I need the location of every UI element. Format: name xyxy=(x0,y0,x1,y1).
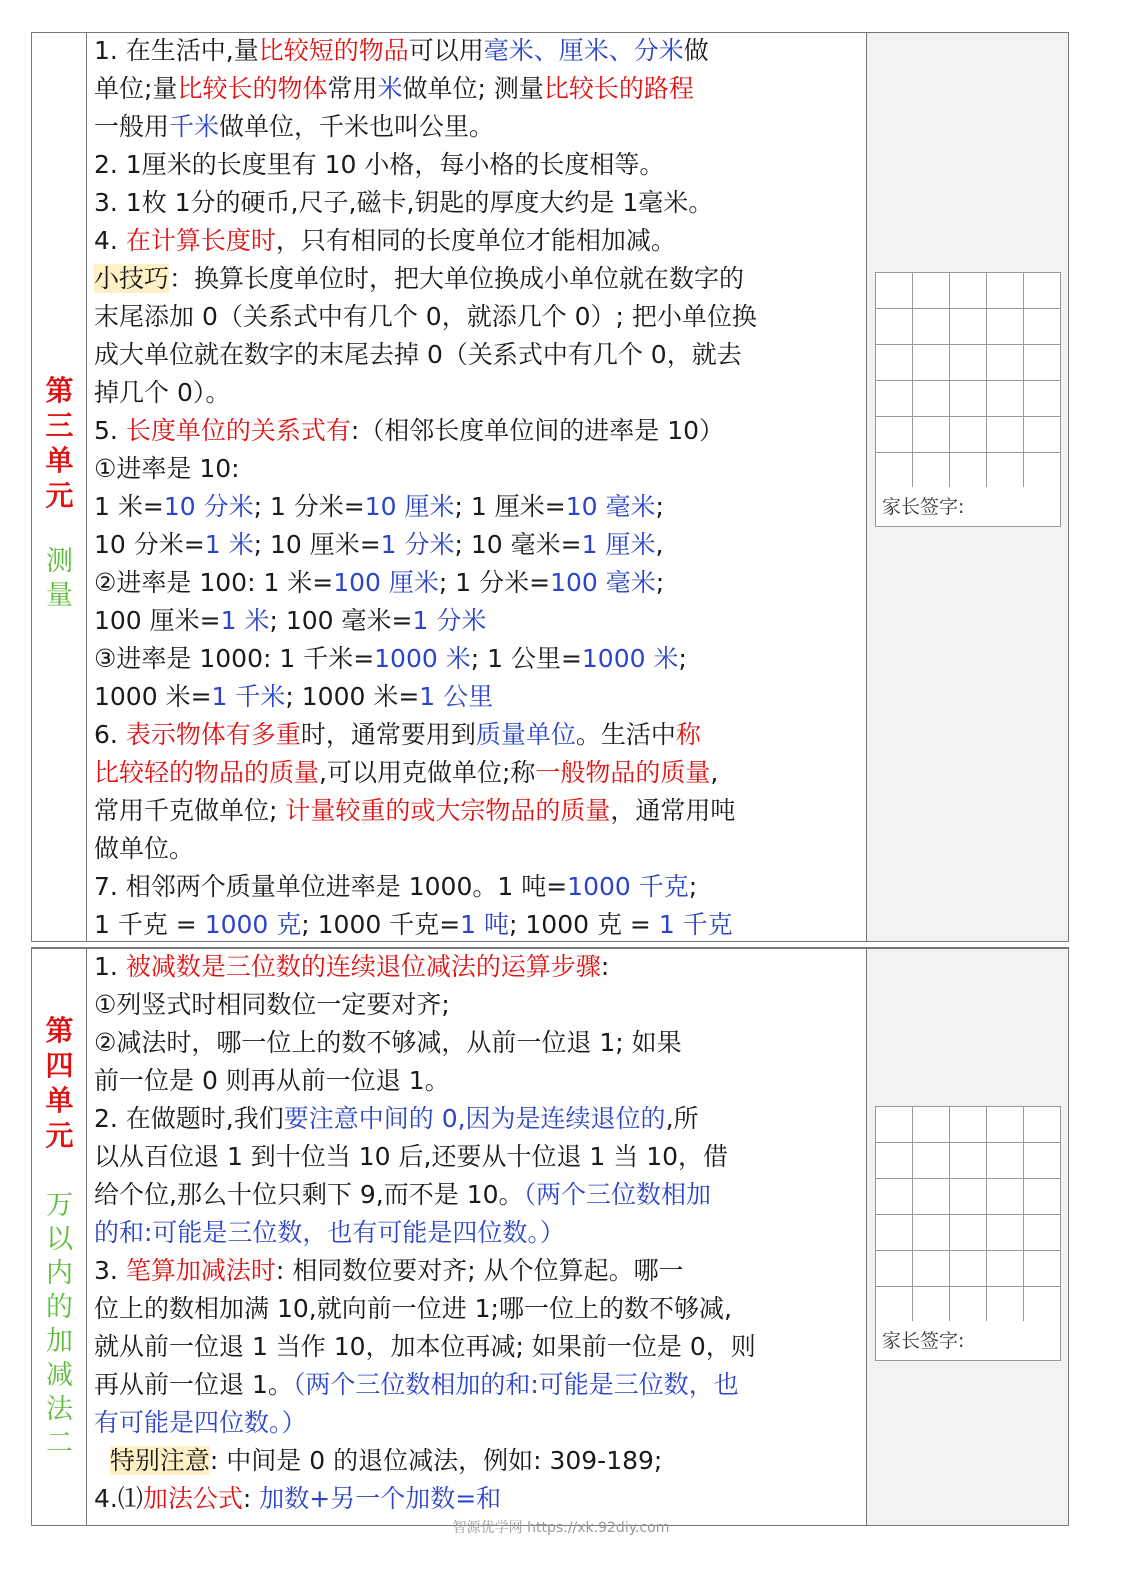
text-segment: 比较轻的物品的质量 xyxy=(94,758,320,787)
grid-cell[interactable] xyxy=(950,453,987,489)
text-segment: 1000 米 xyxy=(374,644,471,673)
grid-cell[interactable] xyxy=(1024,1215,1061,1251)
unit4-text-line xyxy=(94,1176,864,1214)
grid-cell[interactable] xyxy=(876,381,913,417)
text-segment: :（相邻长度单位间的进率是 10） xyxy=(350,416,725,445)
text-segment: 被减数是三位数的连续退位减法的运算步骤 xyxy=(125,952,601,981)
text-segment: 小技巧 xyxy=(94,264,170,293)
grid-cell[interactable] xyxy=(913,381,950,417)
grid-cell[interactable] xyxy=(876,345,913,381)
text-segment: 做单位。 xyxy=(94,834,195,863)
unit4-sign-column xyxy=(866,949,1068,1525)
text-segment: ②减法时，哪一位上的数不够减，从前一位退 1; 如果 xyxy=(94,1028,682,1057)
grid-cell[interactable] xyxy=(987,1107,1024,1143)
text-segment: 给个位,那么十位只剩下 9,而不是 10。 xyxy=(94,1180,524,1209)
text-segment: , xyxy=(710,758,719,787)
text-segment: 6. xyxy=(94,720,126,749)
text-segment: ; 1000 克 = xyxy=(509,910,659,939)
unit4-title-char: 第 xyxy=(45,1014,74,1047)
unit4-text-line xyxy=(94,948,864,986)
text-segment: 加数+另一个加数=和 xyxy=(259,1484,502,1513)
unit4-subtitle-char: 以 xyxy=(46,1224,73,1255)
unit3-text-line xyxy=(94,374,864,412)
unit4-title-char: 元 xyxy=(45,1119,74,1152)
grid-cell[interactable] xyxy=(913,1107,950,1143)
text-segment: 在计算长度时 xyxy=(125,226,276,255)
grid-cell[interactable] xyxy=(876,1287,913,1323)
text-segment: 就从前一位退 1 当作 10，加本位再减; 如果前一位是 0，则 xyxy=(94,1332,756,1361)
text-segment: 可以用 xyxy=(408,36,484,65)
text-segment: 3. xyxy=(94,1256,126,1285)
text-segment: 一般用 xyxy=(94,112,170,141)
text-segment: 1 吨 xyxy=(460,910,510,939)
grid-cell[interactable] xyxy=(987,453,1024,489)
unit4-subtitle-char: 加 xyxy=(46,1326,73,1357)
unit4-content xyxy=(94,948,864,1518)
grid-cell[interactable] xyxy=(987,1287,1024,1323)
unit3-subtitle-char: 量 xyxy=(46,580,73,611)
grid-cell[interactable] xyxy=(987,309,1024,345)
text-segment: 加法公式 xyxy=(142,1484,243,1513)
text-segment: （两个三位数相加 xyxy=(523,1180,712,1209)
grid-cell[interactable] xyxy=(1024,1287,1061,1323)
unit3-title-column xyxy=(32,33,87,941)
text-segment: 末尾添加 0（关系式中有几个 0，就添几个 0）; 把小单位换 xyxy=(94,302,757,331)
grid-cell[interactable] xyxy=(1024,1251,1061,1287)
unit4-title-char: 单 xyxy=(45,1084,74,1117)
text-segment: ; 10 厘米= xyxy=(253,530,381,559)
unit3-text-line xyxy=(94,412,864,450)
unit4-subtitle-char: 内 xyxy=(46,1258,73,1289)
text-segment: ：换算长度单位时，把大单位换成小单位就在数字的 xyxy=(169,264,745,293)
text-segment: , xyxy=(655,530,664,559)
text-segment: 再从前一位退 1。 xyxy=(94,1370,293,1399)
unit3-text-line xyxy=(94,792,864,830)
grid-cell[interactable] xyxy=(1024,381,1061,417)
unit3-text-line xyxy=(94,754,864,792)
unit4-text-line xyxy=(94,1100,864,1138)
text-segment: 1 千克 xyxy=(658,910,733,939)
text-segment: 1 米 xyxy=(204,530,254,559)
text-segment: ③进率是 1000: 1 千米= xyxy=(94,644,375,673)
grid-cell[interactable] xyxy=(950,417,987,453)
unit3-text-line xyxy=(94,906,864,944)
unit3-text-line xyxy=(94,488,864,526)
text-segment: （两个三位数相加的和:可能是三位数，也 xyxy=(292,1370,739,1399)
text-segment: 常用千克做单位; xyxy=(94,796,286,825)
text-segment: 1000 米 xyxy=(581,644,679,673)
text-segment: 做单位; 测量 xyxy=(402,74,544,103)
text-segment: 10 毫米 xyxy=(565,492,656,521)
text-segment: ; 1 公里= xyxy=(470,644,582,673)
unit3-content xyxy=(94,32,864,944)
grid-cell[interactable] xyxy=(950,345,987,381)
text-segment: 掉几个 0）。 xyxy=(94,378,231,407)
text-segment: 1 分米 xyxy=(412,606,487,635)
text-segment: : 相同数位要对齐; 从个位算起。哪一 xyxy=(275,1256,684,1285)
grid-cell[interactable] xyxy=(876,1107,913,1143)
text-segment: 7. 相邻两个质量单位进率是 1000。1 吨= xyxy=(94,872,568,901)
text-segment: 1. xyxy=(94,952,126,981)
text-segment: 。生活中 xyxy=(575,720,676,749)
text-segment: ; 1000 千克= xyxy=(301,910,461,939)
text-segment: 时，通常要用到 xyxy=(300,720,476,749)
text-segment: 称 xyxy=(675,720,701,749)
text-segment: 千米 xyxy=(169,112,220,141)
grid-cell[interactable] xyxy=(950,1215,987,1251)
grid-cell[interactable] xyxy=(913,1251,950,1287)
grid-cell[interactable] xyxy=(950,1251,987,1287)
footer-watermark: 智源优学网 https://xk.92diy.com xyxy=(452,1520,670,1536)
unit3-text-line xyxy=(94,640,864,678)
text-segment: 成大单位就在数字的末尾去掉 0（关系式中有几个 0，就去 xyxy=(94,340,742,369)
text-segment: 4. xyxy=(94,226,126,255)
grid-cell[interactable] xyxy=(876,309,913,345)
unit3-title-char: 单 xyxy=(45,444,74,477)
text-segment: 比较长的路程 xyxy=(543,74,694,103)
grid-cell[interactable] xyxy=(876,1143,913,1179)
unit3-title-char: 元 xyxy=(45,479,74,512)
grid-cell[interactable] xyxy=(913,345,950,381)
text-segment: ; 1 分米= xyxy=(253,492,365,521)
text-segment: 表示物体有多重 xyxy=(125,720,301,749)
grid-cell[interactable] xyxy=(950,309,987,345)
grid-cell[interactable] xyxy=(876,1215,913,1251)
unit3-subtitle-char: 测 xyxy=(46,546,73,577)
unit4-subtitle xyxy=(32,1189,87,1461)
unit4-subtitle-char: 法 xyxy=(46,1394,73,1425)
grid-cell[interactable] xyxy=(1024,453,1061,489)
grid-cell[interactable] xyxy=(1024,1107,1061,1143)
text-segment: 有可能是四位数。） xyxy=(94,1408,307,1437)
grid-cell[interactable] xyxy=(876,1251,913,1287)
text-segment: 的和:可能是三位数，也有可能是四位数。） xyxy=(94,1218,565,1247)
unit4-text-line xyxy=(94,986,864,1024)
text-segment: ,所 xyxy=(665,1104,699,1133)
text-segment: ; 100 毫米= xyxy=(269,606,413,635)
grid-cell[interactable] xyxy=(1024,273,1061,309)
text-segment: : xyxy=(242,1484,260,1513)
unit4-text-line xyxy=(94,1252,864,1290)
unit3-text-line xyxy=(94,868,864,906)
unit4-text-line xyxy=(94,1480,864,1518)
text-segment: 计量较重的或大宗物品的质量 xyxy=(285,796,611,825)
text-segment: 1000 千克 xyxy=(567,872,689,901)
unit3-text-line xyxy=(94,678,864,716)
text-segment: ; xyxy=(655,568,665,597)
grid-cell[interactable] xyxy=(876,417,913,453)
text-segment: 10 厘米 xyxy=(364,492,455,521)
text-segment: 10 分米= xyxy=(94,530,205,559)
grid-cell[interactable] xyxy=(987,1251,1024,1287)
grid-cell[interactable] xyxy=(913,309,950,345)
text-segment: 做单位，千米也叫公里。 xyxy=(219,112,495,141)
unit4-title-column xyxy=(32,949,87,1525)
text-segment: 特别注意 xyxy=(109,1446,210,1475)
unit4-title-char: 四 xyxy=(45,1049,74,1082)
unit3-text-line xyxy=(94,830,864,868)
text-segment: 前一位是 0 则再从前一位退 1。 xyxy=(94,1066,450,1095)
text-segment: 100 厘米 xyxy=(333,568,439,597)
unit3-title xyxy=(32,373,87,513)
unit3-text-line xyxy=(94,716,864,754)
text-segment: ; 1000 米= xyxy=(285,682,420,711)
text-segment: 质量单位 xyxy=(475,720,576,749)
grid-cell[interactable] xyxy=(987,417,1024,453)
grid-cell[interactable] xyxy=(1024,417,1061,453)
grid-cell[interactable] xyxy=(913,273,950,309)
text-segment: 2. 1厘米的长度里有 10 小格，每小格的长度相等。 xyxy=(94,150,665,179)
grid-cell[interactable] xyxy=(987,345,1024,381)
grid-cell[interactable] xyxy=(913,417,950,453)
unit4-title xyxy=(32,1013,87,1153)
unit3-title-char: 第 xyxy=(45,374,74,407)
text-segment: 长度单位的关系式有 xyxy=(125,416,351,445)
text-segment: ②进率是 100: 1 米= xyxy=(94,568,334,597)
unit3-sign-column xyxy=(866,33,1068,941)
text-segment: 3. 1枚 1分的硬币,尺子,磁卡,钥匙的厚度大约是 1毫米。 xyxy=(94,188,714,217)
text-segment: 常用 xyxy=(327,74,378,103)
unit3-text-line xyxy=(94,70,864,108)
text-segment: 2. 在做题时,我们 xyxy=(94,1104,284,1133)
unit4-text-line xyxy=(94,1214,864,1252)
grid-cell[interactable] xyxy=(950,1287,987,1323)
text-segment: 1 米 xyxy=(220,606,270,635)
grid-cell[interactable] xyxy=(876,273,913,309)
unit4-subtitle-char: 减 xyxy=(46,1360,73,1391)
grid-cell[interactable] xyxy=(1024,309,1061,345)
text-segment: 位上的数相加满 10,就向前一位进 1;哪一位上的数不够减, xyxy=(94,1294,732,1323)
grid-cell[interactable] xyxy=(913,1287,950,1323)
unit3-text-line xyxy=(94,602,864,640)
text-segment: 1. 在生活中,量 xyxy=(94,36,259,65)
text-segment xyxy=(94,1446,110,1475)
text-segment: 做 xyxy=(683,36,709,65)
grid-cell[interactable] xyxy=(987,1143,1024,1179)
grid-cell[interactable] xyxy=(950,1179,987,1215)
text-segment: 1 分米 xyxy=(380,530,455,559)
grid-cell[interactable] xyxy=(876,1179,913,1215)
unit4-text-line xyxy=(94,1138,864,1176)
unit3-text-line xyxy=(94,108,864,146)
text-segment: 毫米、厘米、分米 xyxy=(483,36,684,65)
grid-cell[interactable] xyxy=(1024,1179,1061,1215)
unit4-text-line xyxy=(94,1290,864,1328)
unit3-section xyxy=(31,32,1069,942)
unit3-text-line xyxy=(94,32,864,70)
unit4-text-line xyxy=(94,1328,864,1366)
grid-cell[interactable] xyxy=(987,273,1024,309)
text-segment: ; 1 分米= xyxy=(438,568,551,597)
text-segment: 1000 米= xyxy=(94,682,212,711)
unit3-text-line xyxy=(94,222,864,260)
unit4-subtitle-char: 二 xyxy=(46,1428,73,1459)
text-segment: 单位;量 xyxy=(94,74,178,103)
text-segment: ,可以用克做单位;称 xyxy=(319,758,536,787)
grid-cell[interactable] xyxy=(913,1143,950,1179)
unit3-parent-signature[interactable]: 家长签字: xyxy=(875,487,1061,527)
text-segment: 10 分米 xyxy=(163,492,254,521)
unit3-text-line xyxy=(94,146,864,184)
unit4-text-line xyxy=(94,1024,864,1062)
grid-cell[interactable] xyxy=(950,1143,987,1179)
unit3-text-line xyxy=(94,260,864,298)
unit3-text-line xyxy=(94,450,864,488)
unit3-writing-grid[interactable] xyxy=(875,272,1061,489)
text-segment: 要注意中间的 0,因为是连续退位的 xyxy=(283,1104,666,1133)
text-segment: : xyxy=(600,952,610,981)
text-segment: 1 厘米 xyxy=(581,530,656,559)
text-segment: 笔算加减法时 xyxy=(125,1256,276,1285)
unit3-title-char: 三 xyxy=(45,409,74,442)
text-segment: ，通常用吨 xyxy=(610,796,736,825)
text-segment: 1 公里 xyxy=(419,682,494,711)
unit3-text-line xyxy=(94,336,864,374)
text-segment: ①进率是 10: xyxy=(94,454,240,483)
grid-cell[interactable] xyxy=(913,453,950,489)
text-segment: ; xyxy=(678,644,687,673)
unit4-writing-grid[interactable] xyxy=(875,1106,1061,1323)
text-segment: 5. xyxy=(94,416,126,445)
unit3-subtitle xyxy=(32,545,87,613)
unit4-text-line xyxy=(94,1404,864,1442)
unit3-text-line xyxy=(94,298,864,336)
text-segment: ; 10 毫米= xyxy=(454,530,582,559)
grid-cell[interactable] xyxy=(950,1107,987,1143)
grid-cell[interactable] xyxy=(1024,1143,1061,1179)
unit4-subtitle-char: 万 xyxy=(46,1190,73,1221)
unit4-text-line xyxy=(94,1442,864,1480)
text-segment: 米 xyxy=(377,74,403,103)
unit3-text-line xyxy=(94,564,864,602)
unit3-text-line xyxy=(94,526,864,564)
grid-cell[interactable] xyxy=(987,1179,1024,1215)
unit4-section xyxy=(31,948,1069,1526)
unit4-subtitle-char: 的 xyxy=(46,1292,73,1323)
grid-cell[interactable] xyxy=(913,1179,950,1215)
text-segment: 4.⑴ xyxy=(94,1484,143,1513)
text-segment: 1 千米 xyxy=(211,682,286,711)
text-segment: 100 厘米= xyxy=(94,606,221,635)
text-segment: ; 1 厘米= xyxy=(454,492,566,521)
text-segment: 100 毫米 xyxy=(550,568,656,597)
text-segment: 比较短的物品 xyxy=(258,36,409,65)
text-segment: ; xyxy=(655,492,664,521)
text-segment: ; xyxy=(688,872,698,901)
unit4-parent-signature[interactable]: 家长签字: xyxy=(875,1321,1061,1361)
unit4-text-line xyxy=(94,1062,864,1100)
text-segment: 一般物品的质量 xyxy=(535,758,711,787)
grid-cell[interactable] xyxy=(987,381,1024,417)
text-segment: 1 千克 = xyxy=(94,910,205,939)
grid-cell[interactable] xyxy=(1024,345,1061,381)
unit3-text-line xyxy=(94,184,864,222)
text-segment: : 中间是 0 的退位减法，例如: 309-189; xyxy=(209,1446,663,1475)
text-segment: ①列竖式时相同数位一定要对齐; xyxy=(94,990,450,1019)
grid-cell[interactable] xyxy=(950,273,987,309)
text-segment: ，只有相同的长度单位才能相加减。 xyxy=(275,226,676,255)
unit4-text-line xyxy=(94,1366,864,1404)
text-segment: 1000 克 xyxy=(204,910,302,939)
grid-cell[interactable] xyxy=(913,1215,950,1251)
grid-cell[interactable] xyxy=(950,381,987,417)
grid-cell[interactable] xyxy=(987,1215,1024,1251)
grid-cell[interactable] xyxy=(876,453,913,489)
text-segment: 比较长的物体 xyxy=(177,74,328,103)
text-segment: 1 米= xyxy=(94,492,164,521)
text-segment: 以从百位退 1 到十位当 10 后,还要从十位退 1 当 10，借 xyxy=(94,1142,729,1171)
